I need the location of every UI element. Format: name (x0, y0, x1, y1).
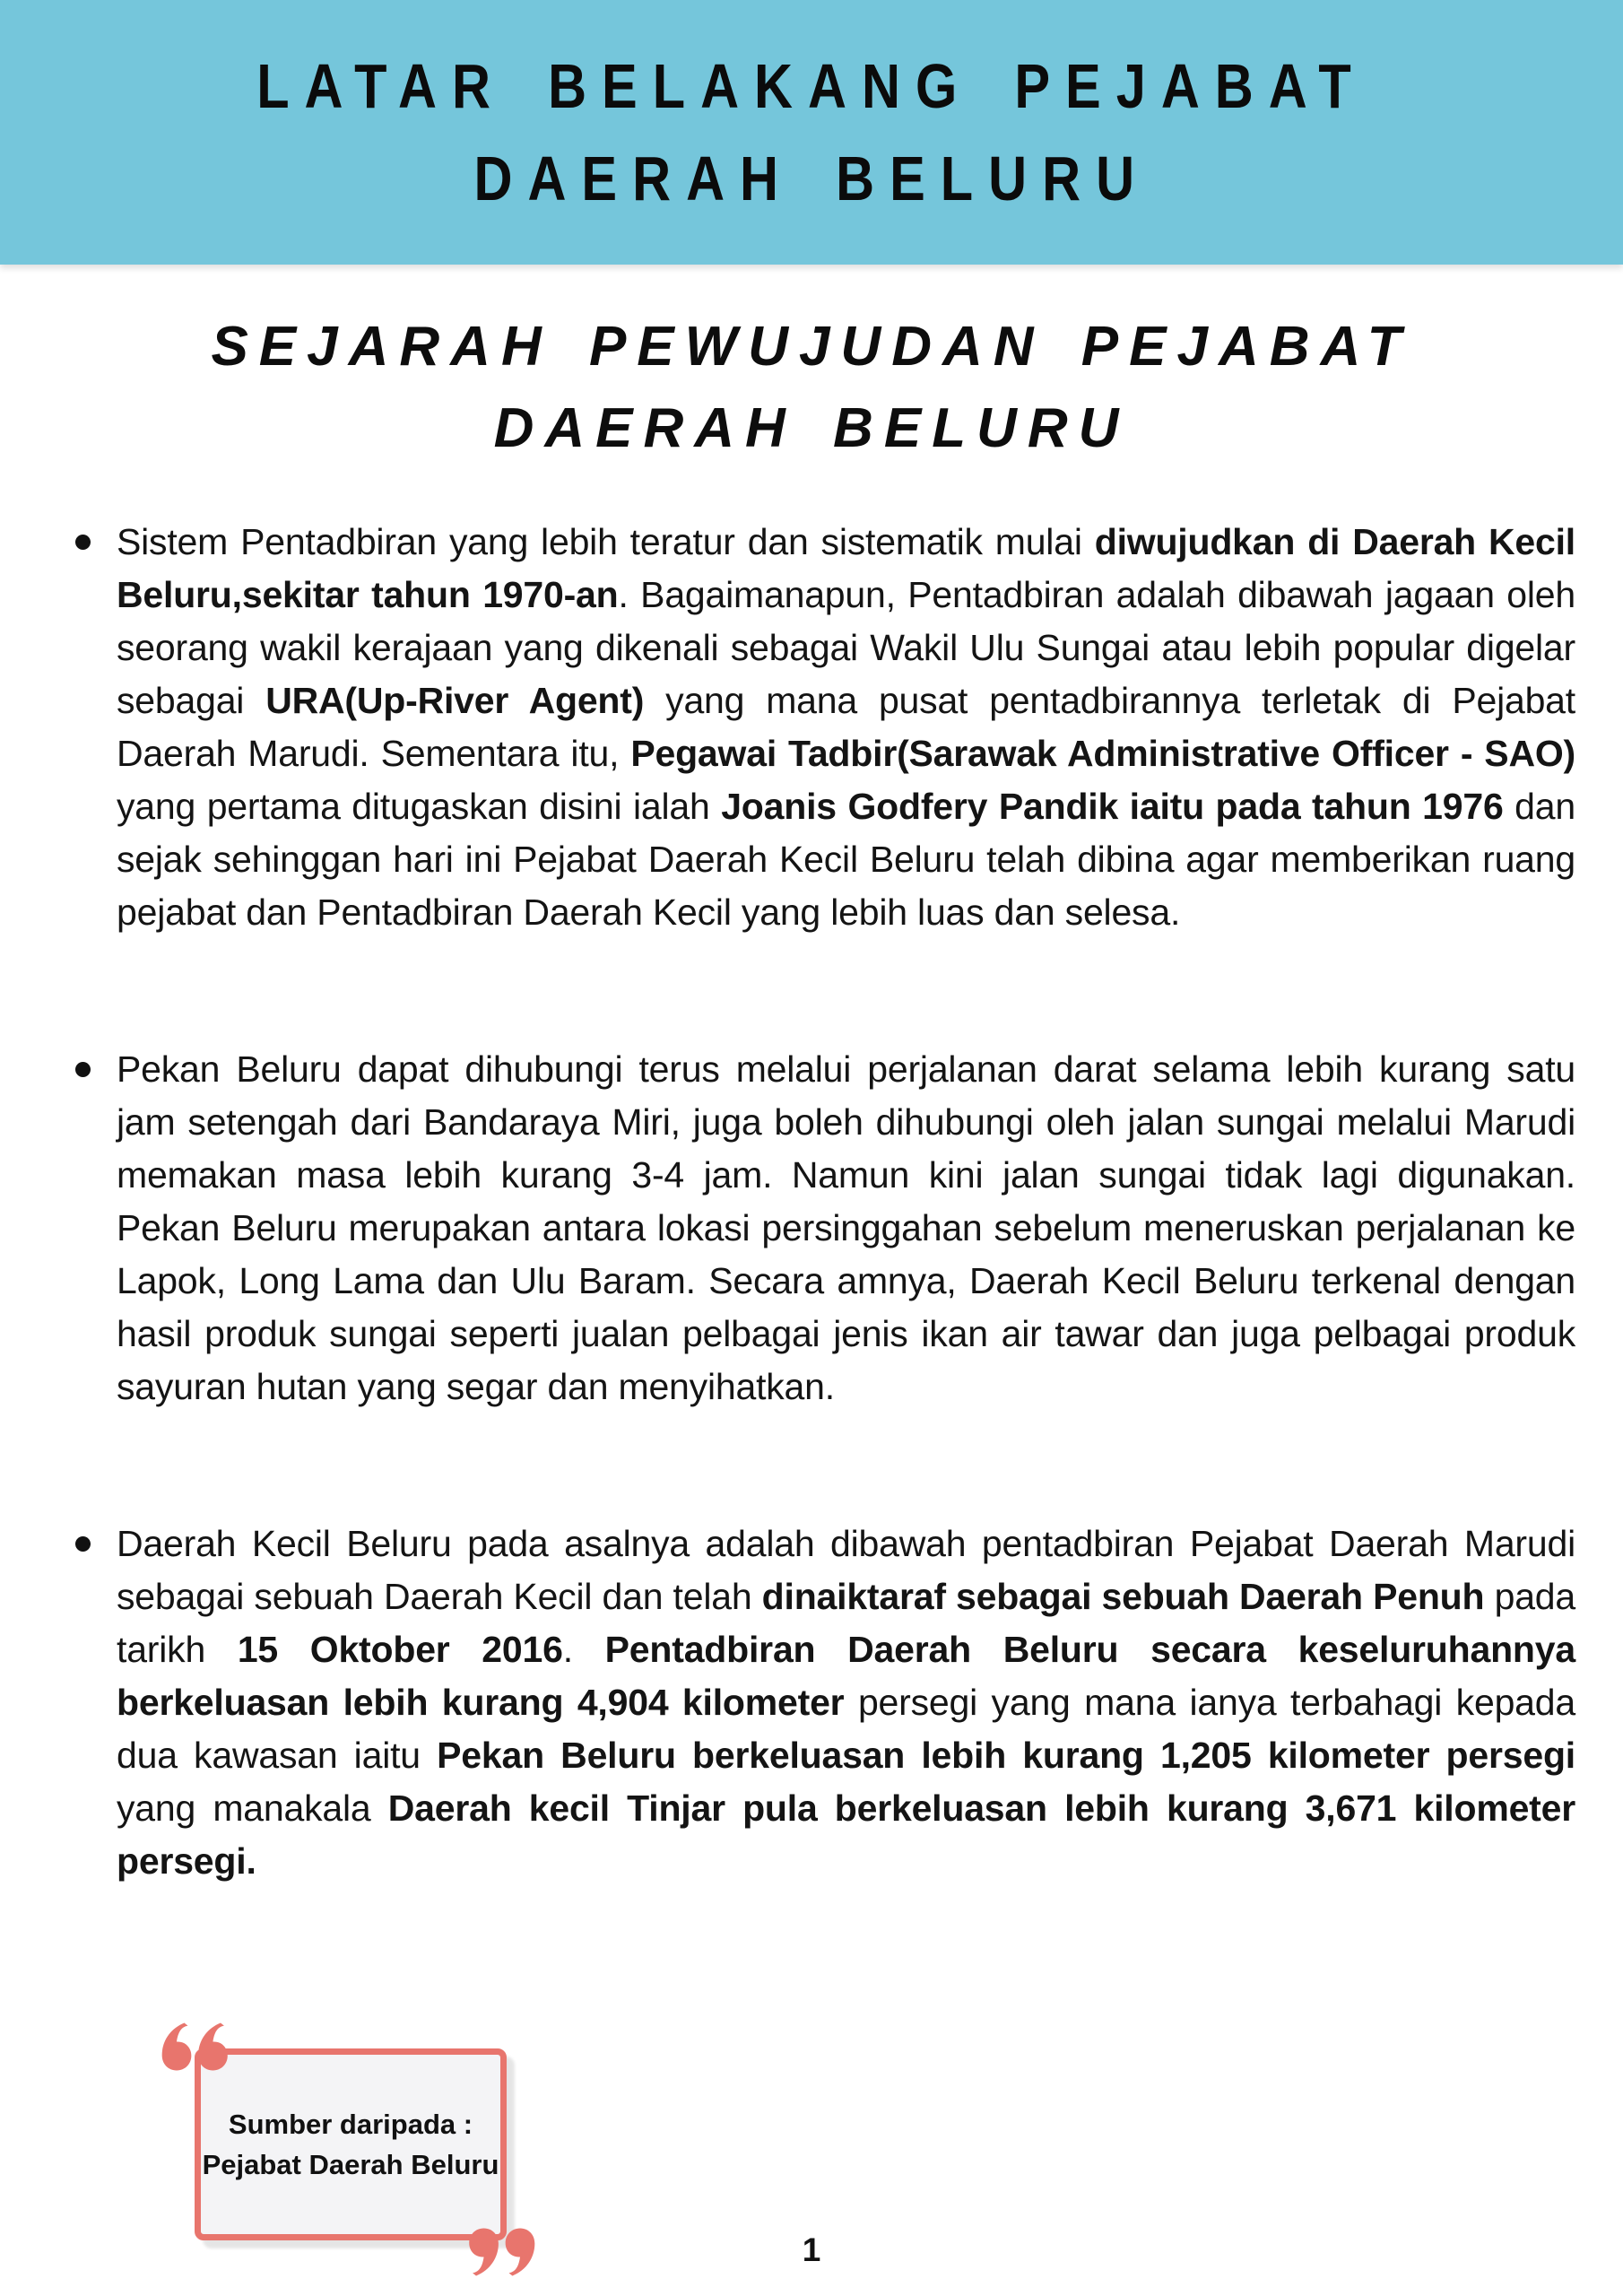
page-title-line-2: DAERAH BELURU (473, 143, 1150, 213)
subtitle-line-2: DAERAH BELURU (493, 397, 1130, 459)
bullet-dot (75, 535, 91, 550)
quote-line-2: Pejabat Daerah Beluru (202, 2149, 499, 2180)
bullet-item-1 (75, 516, 1575, 939)
bullet-text-3: Daerah Kecil Beluru pada asalnya adalah dibawah pentadbiran Pejabat Daerah Marudi sebagai sebuah Daerah Kecil dan telah dinaiktaraf sebagai sebuah Daerah Penuh pada tarikh 15 Oktober 2016. Pentadbiran Daerah Beluru secara keseluruhannya berkeluasan lebih kurang 4,904 kilometer persegi yang mana ianya terbahagi kepada dua kawasan iaitu Pekan Beluru berkeluasan lebih kurang 1,205 kilometer persegi yang manakala Daerah kecil Tinjar pula berkeluasan lebih kurang 3,671 kilometer persegi. (117, 1523, 1575, 1882)
quote-line-1: Sumber daripada : (228, 2109, 473, 2140)
subtitle-line-1: SEJARAH PEWUJUDAN PEJABAT (211, 316, 1412, 378)
bullet-list (0, 516, 1623, 1888)
bullet-item-2 (75, 1043, 1575, 1413)
section-subtitle (0, 306, 1623, 469)
bullet-dot (75, 1062, 91, 1077)
bullet-item-3 (75, 1518, 1575, 1888)
source-quote-box (195, 2048, 507, 2240)
opening-quote-icon (161, 2022, 230, 2072)
bullet-text-1: Sistem Pentadbiran yang lebih teratur dan sistematik mulai diwujudkan di Daerah Kecil Beluru,sekitar tahun 1970-an. Bagaimanapun, Pentadbiran adalah dibawah jagaan oleh seorang wakil kerajaan yang dikenali sebagai Wakil Ulu Sungai atau lebih popular digelar sebagai URA(Up-River Agent) yang mana pusat pentadbirannya terletak di Pejabat Daerah Marudi. Sementara itu, Pegawai Tadbir(Sarawak Administrative Officer - SAO) yang pertama ditugaskan disini ialah Joanis Godfery Pandik iaitu pada tahun 1976 dan sejak sehinggan hari ini Pejabat Daerah Kecil Beluru telah dibina agar memberikan ruang pejabat dan Pentadbiran Daerah Kecil yang lebih luas dan selesa. (117, 521, 1575, 933)
page-number: 1 (802, 2231, 821, 2268)
bullet-dot (75, 1536, 91, 1552)
header-banner (0, 0, 1623, 265)
bullet-text-2: Pekan Beluru dapat dihubungi terus melalui perjalanan darat selama lebih kurang satu jam setengah dari Bandaraya Miri, juga boleh dihubungi oleh jalan sungai melalui Marudi memakan masa lebih kurang 3-4 jam. Namun kini jalan sungai tidak lagi digunakan. Pekan Beluru merupakan antara lokasi persinggahan sebelum meneruskan perjalanan ke Lapok, Long Lama dan Ulu Baram. Secara amnya, Daerah Kecil Beluru terkenal dengan hasil produk sungai seperti jualan pelbagai jenis ikan air tawar dan juga pelbagai produk sayuran hutan yang segar dan menyihatkan. (117, 1048, 1575, 1407)
page-title-line-1: LATAR BELAKANG PEJABAT (256, 50, 1367, 121)
